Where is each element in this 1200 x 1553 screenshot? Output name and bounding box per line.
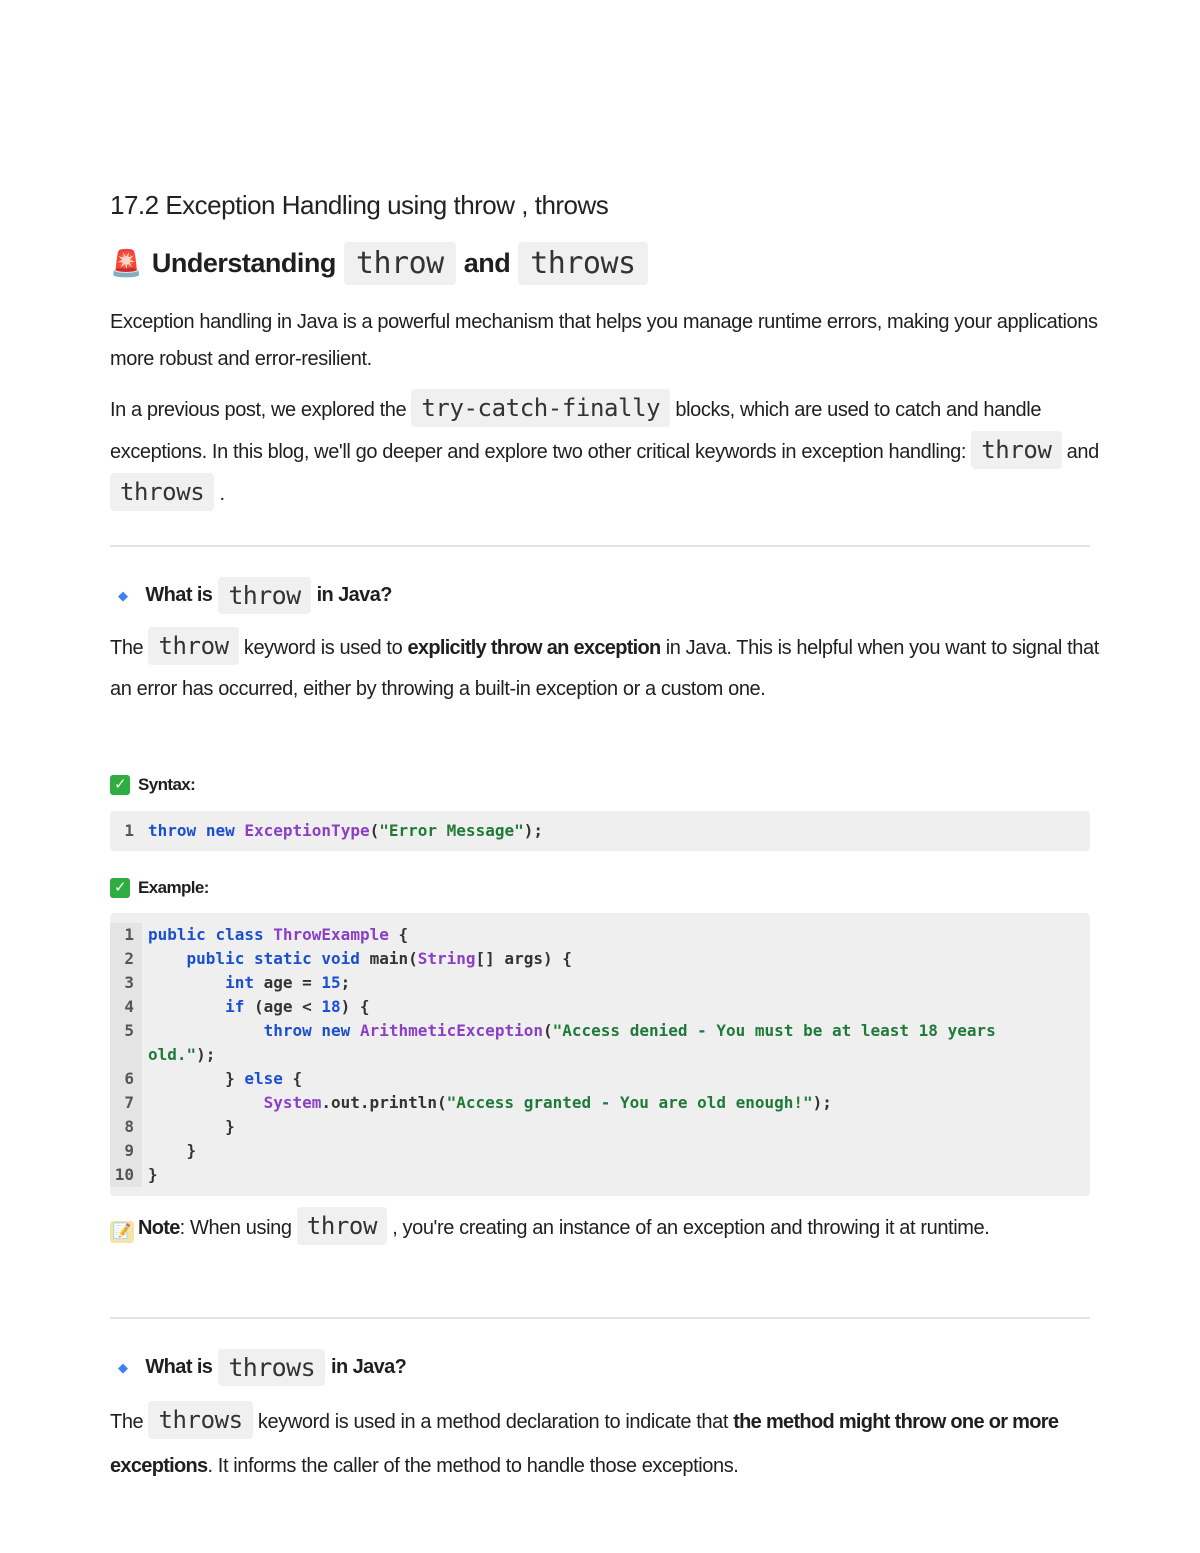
bold-text: Note	[138, 1217, 180, 1239]
blue-diamond-icon: ◆	[118, 1359, 128, 1375]
code-text: throw new ExceptionType("Error Message");	[148, 821, 543, 840]
section-heading	[110, 242, 656, 285]
line-number: 1	[124, 821, 134, 840]
inline-code: throws	[110, 473, 214, 511]
code-line: 9 }	[110, 1139, 1090, 1163]
text: , you're creating an instance of an exception and throwing it at runtime.	[392, 1217, 990, 1239]
intro-paragraph-2	[110, 389, 1100, 515]
code-line: 7 System.out.println("Access granted - You are old enough!");	[110, 1091, 1090, 1115]
code-line: 8 }	[110, 1115, 1090, 1139]
text: .	[219, 483, 225, 505]
text: blocks, which are used to catch and handle exceptions. In this blog, we'll go deeper and explore two other critical keywords in exception handling:	[110, 399, 1042, 463]
memo-icon: 📝	[110, 1221, 134, 1243]
code-line: 3 int age = 15;	[110, 971, 1090, 995]
code-line: 1 public class ThrowExample {	[110, 923, 1090, 947]
code-line: 4 if (age < 18) {	[110, 995, 1090, 1019]
bold-text: the method might throw one or more exceptions	[110, 1411, 1059, 1477]
text: and	[1066, 441, 1099, 463]
divider	[110, 545, 1090, 547]
throw-paragraph	[110, 627, 1100, 710]
text: : When using	[179, 1217, 292, 1239]
text: In a previous post, we explored the	[110, 399, 407, 421]
code-line	[110, 819, 1090, 843]
code-line: old.");	[110, 1043, 1090, 1067]
code-line: 6 } else {	[110, 1067, 1090, 1091]
text: What is	[145, 1356, 213, 1378]
syntax-label	[110, 775, 195, 795]
text: The	[110, 1411, 144, 1433]
inline-code: throw	[344, 242, 456, 285]
text: in Java?	[331, 1356, 407, 1378]
subsection-heading-throw	[110, 577, 392, 614]
page-title: 17.2 Exception Handling using throw , throws	[110, 190, 609, 220]
text: Example:	[138, 878, 209, 897]
inline-code: try-catch-finally	[411, 389, 670, 427]
text: keyword is used to	[243, 637, 403, 659]
text: The	[110, 637, 144, 659]
text: in Java. This is helpful when you want to signal that an error has occurred, either by throwing a built-in exception or a custom one.	[110, 637, 1099, 700]
siren-icon: 🚨	[110, 248, 142, 278]
blue-diamond-icon: ◆	[118, 587, 128, 603]
example-code-block	[110, 913, 1090, 1196]
text: What is	[145, 584, 213, 606]
inline-code: throws	[518, 242, 647, 285]
heading-text: Understanding	[151, 248, 336, 278]
text: Syntax:	[138, 775, 196, 794]
divider	[110, 1317, 1090, 1319]
code-line: 10 }	[110, 1163, 1090, 1187]
note-paragraph	[110, 1207, 1100, 1249]
inline-code: throw	[218, 577, 310, 614]
syntax-code-block	[110, 811, 1090, 851]
intro-paragraph: Exception handling in Java is a powerful mechanism that helps you manage runtime errors, making your applications more robust and error-resilient.	[110, 311, 1098, 370]
subsection-heading-throws	[110, 1349, 406, 1386]
code-line: 5 throw new ArithmeticException("Access denied - You must be at least 18 years	[110, 1019, 1090, 1043]
check-mark-icon: ✓	[110, 775, 130, 795]
inline-code: throw	[971, 431, 1061, 469]
code-line: 2 public static void main(String[] args) {	[110, 947, 1090, 971]
inline-code: throw	[297, 1207, 387, 1245]
inline-code: throws	[218, 1349, 325, 1386]
check-mark-icon: ✓	[110, 878, 130, 898]
inline-code: throws	[148, 1401, 252, 1439]
inline-code: throw	[148, 627, 238, 665]
text: in Java?	[316, 584, 392, 606]
example-label	[110, 878, 209, 898]
throws-paragraph	[110, 1400, 1100, 1488]
text: . It informs the caller of the method to handle those exceptions.	[207, 1455, 739, 1477]
bold-text: explicitly throw an exception	[407, 637, 661, 659]
text: keyword is used in a method declaration to indicate that	[257, 1411, 729, 1433]
heading-text: and	[463, 248, 511, 278]
